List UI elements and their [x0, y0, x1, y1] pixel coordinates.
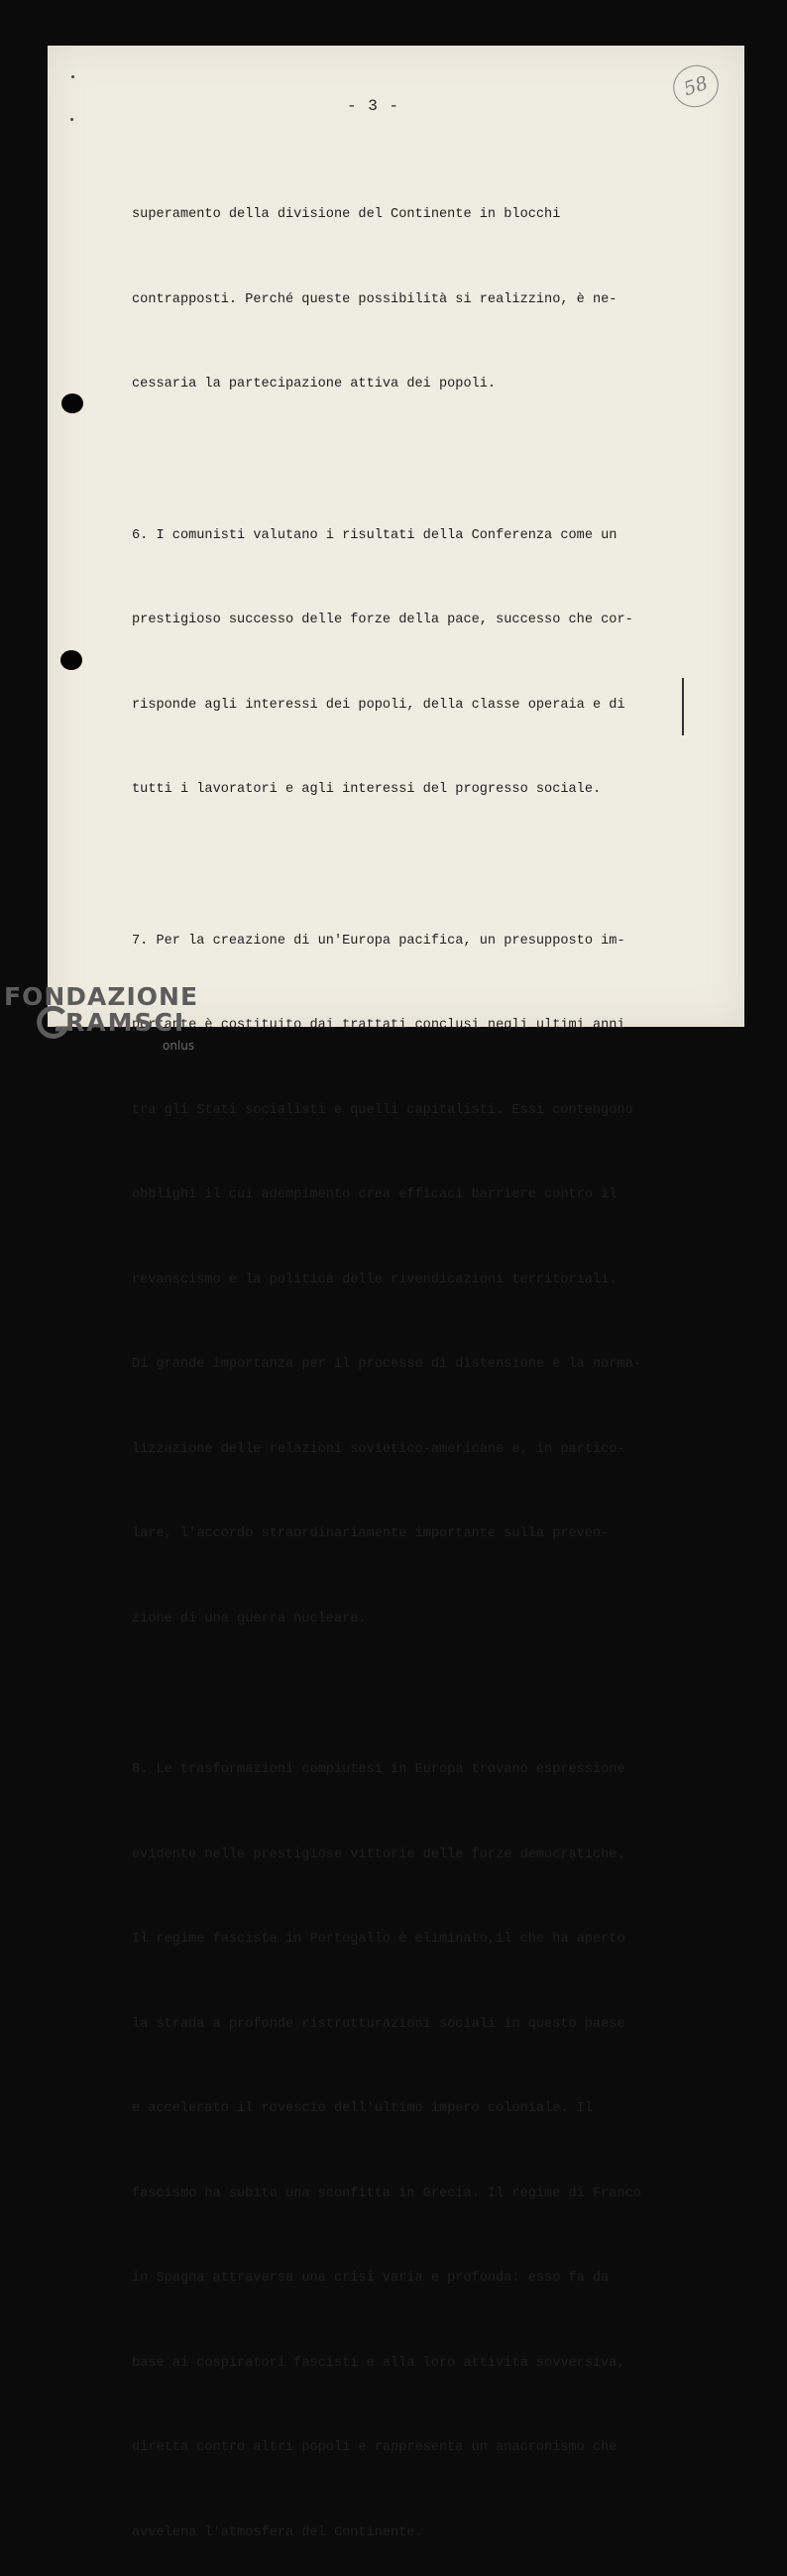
fondazione-gramsci-watermark	[4, 982, 199, 1053]
text-line: diretta contro altri popoli e rappresenta un anacronismo che	[132, 2440, 618, 2455]
text-line: base ai cospiratori fascisti e alla loro attività sovversiva,	[132, 2355, 625, 2371]
page-number: - 3 -	[347, 97, 400, 115]
text-line: avvelena l'atmosfera del Continente.	[132, 2524, 423, 2540]
watermark-line2: RAMSCI	[65, 1008, 186, 1037]
text-line: revanscismo e la politica delle rivendicazioni territoriali.	[132, 1272, 618, 1288]
watermark-suffix: onlus	[163, 1039, 195, 1053]
text-line: tra gli Stati socialisti e quelli capitalisti. Essi contengono	[132, 1102, 633, 1118]
text-line: Di grande importanza per il processo di distensione è la norma-	[132, 1357, 641, 1372]
watermark-line1: FONDAZIONE	[4, 982, 199, 1011]
text-line: risponde agli interessi dei popoli, della classe operaia e di	[132, 697, 625, 713]
punch-hole	[60, 650, 82, 670]
text-line: lare, l'accordo straordinariamente importante sulla preven-	[132, 1526, 610, 1541]
paper-speck	[71, 75, 74, 78]
text-line: la strada a profonde ristrutturazioni sociali in questo paese	[132, 2016, 625, 2032]
text-line: prestigioso successo delle forze della pace, successo che cor-	[132, 613, 633, 627]
text-line: in Spagna attraversa una crisi varia e profonda: esso fa da	[132, 2271, 610, 2286]
text-line: lizzazione delle relazioni sovietico-americane e, in partico-	[132, 1441, 625, 1457]
archive-number-stamp: 58	[668, 59, 725, 113]
text-line: cessaria la partecipazione attiva dei popoli.	[132, 377, 497, 392]
text-line: portante è costituito dai trattati conclusi negli ultimi anni	[132, 1018, 625, 1033]
text-line: tutti i lavoratori e agli interessi del progresso sociale.	[132, 782, 602, 797]
punch-hole	[61, 393, 83, 413]
text-line: 8. Le trasformazioni compiutesi in Europa trovano espressione	[132, 1762, 625, 1777]
text-line: obblighi il cui adempimento crea efficaci barriere contro il	[132, 1187, 618, 1202]
paper-speck	[70, 118, 73, 121]
text-line: evidente nelle prestigiose vittorie delle forze democratiche.	[132, 1847, 625, 1862]
text-line: e accelerato il rovescio dell'ultimo impero coloniale. Il	[132, 2101, 593, 2116]
text-line: 6. I comunisti valutano i risultati della Conferenza come un	[132, 527, 618, 543]
text-line: superamento della divisione del Continente in blocchi	[132, 207, 561, 222]
text-line: contrapposti. Perché queste possibilità si realizzino, è ne-	[132, 291, 618, 307]
text-line: Il regime fascista in Portogallo è eliminato,il che ha aperto	[132, 1932, 625, 1947]
text-line: fascismo ha subito una sconfitta in Grecia. Il regime di Franco	[132, 2185, 641, 2201]
text-line: 7. Per la creazione di un'Europa pacifica, un presupposto im-	[132, 933, 625, 949]
text-line: zione di una guerra nucleare.	[132, 1611, 367, 1626]
document-body	[132, 145, 687, 2576]
